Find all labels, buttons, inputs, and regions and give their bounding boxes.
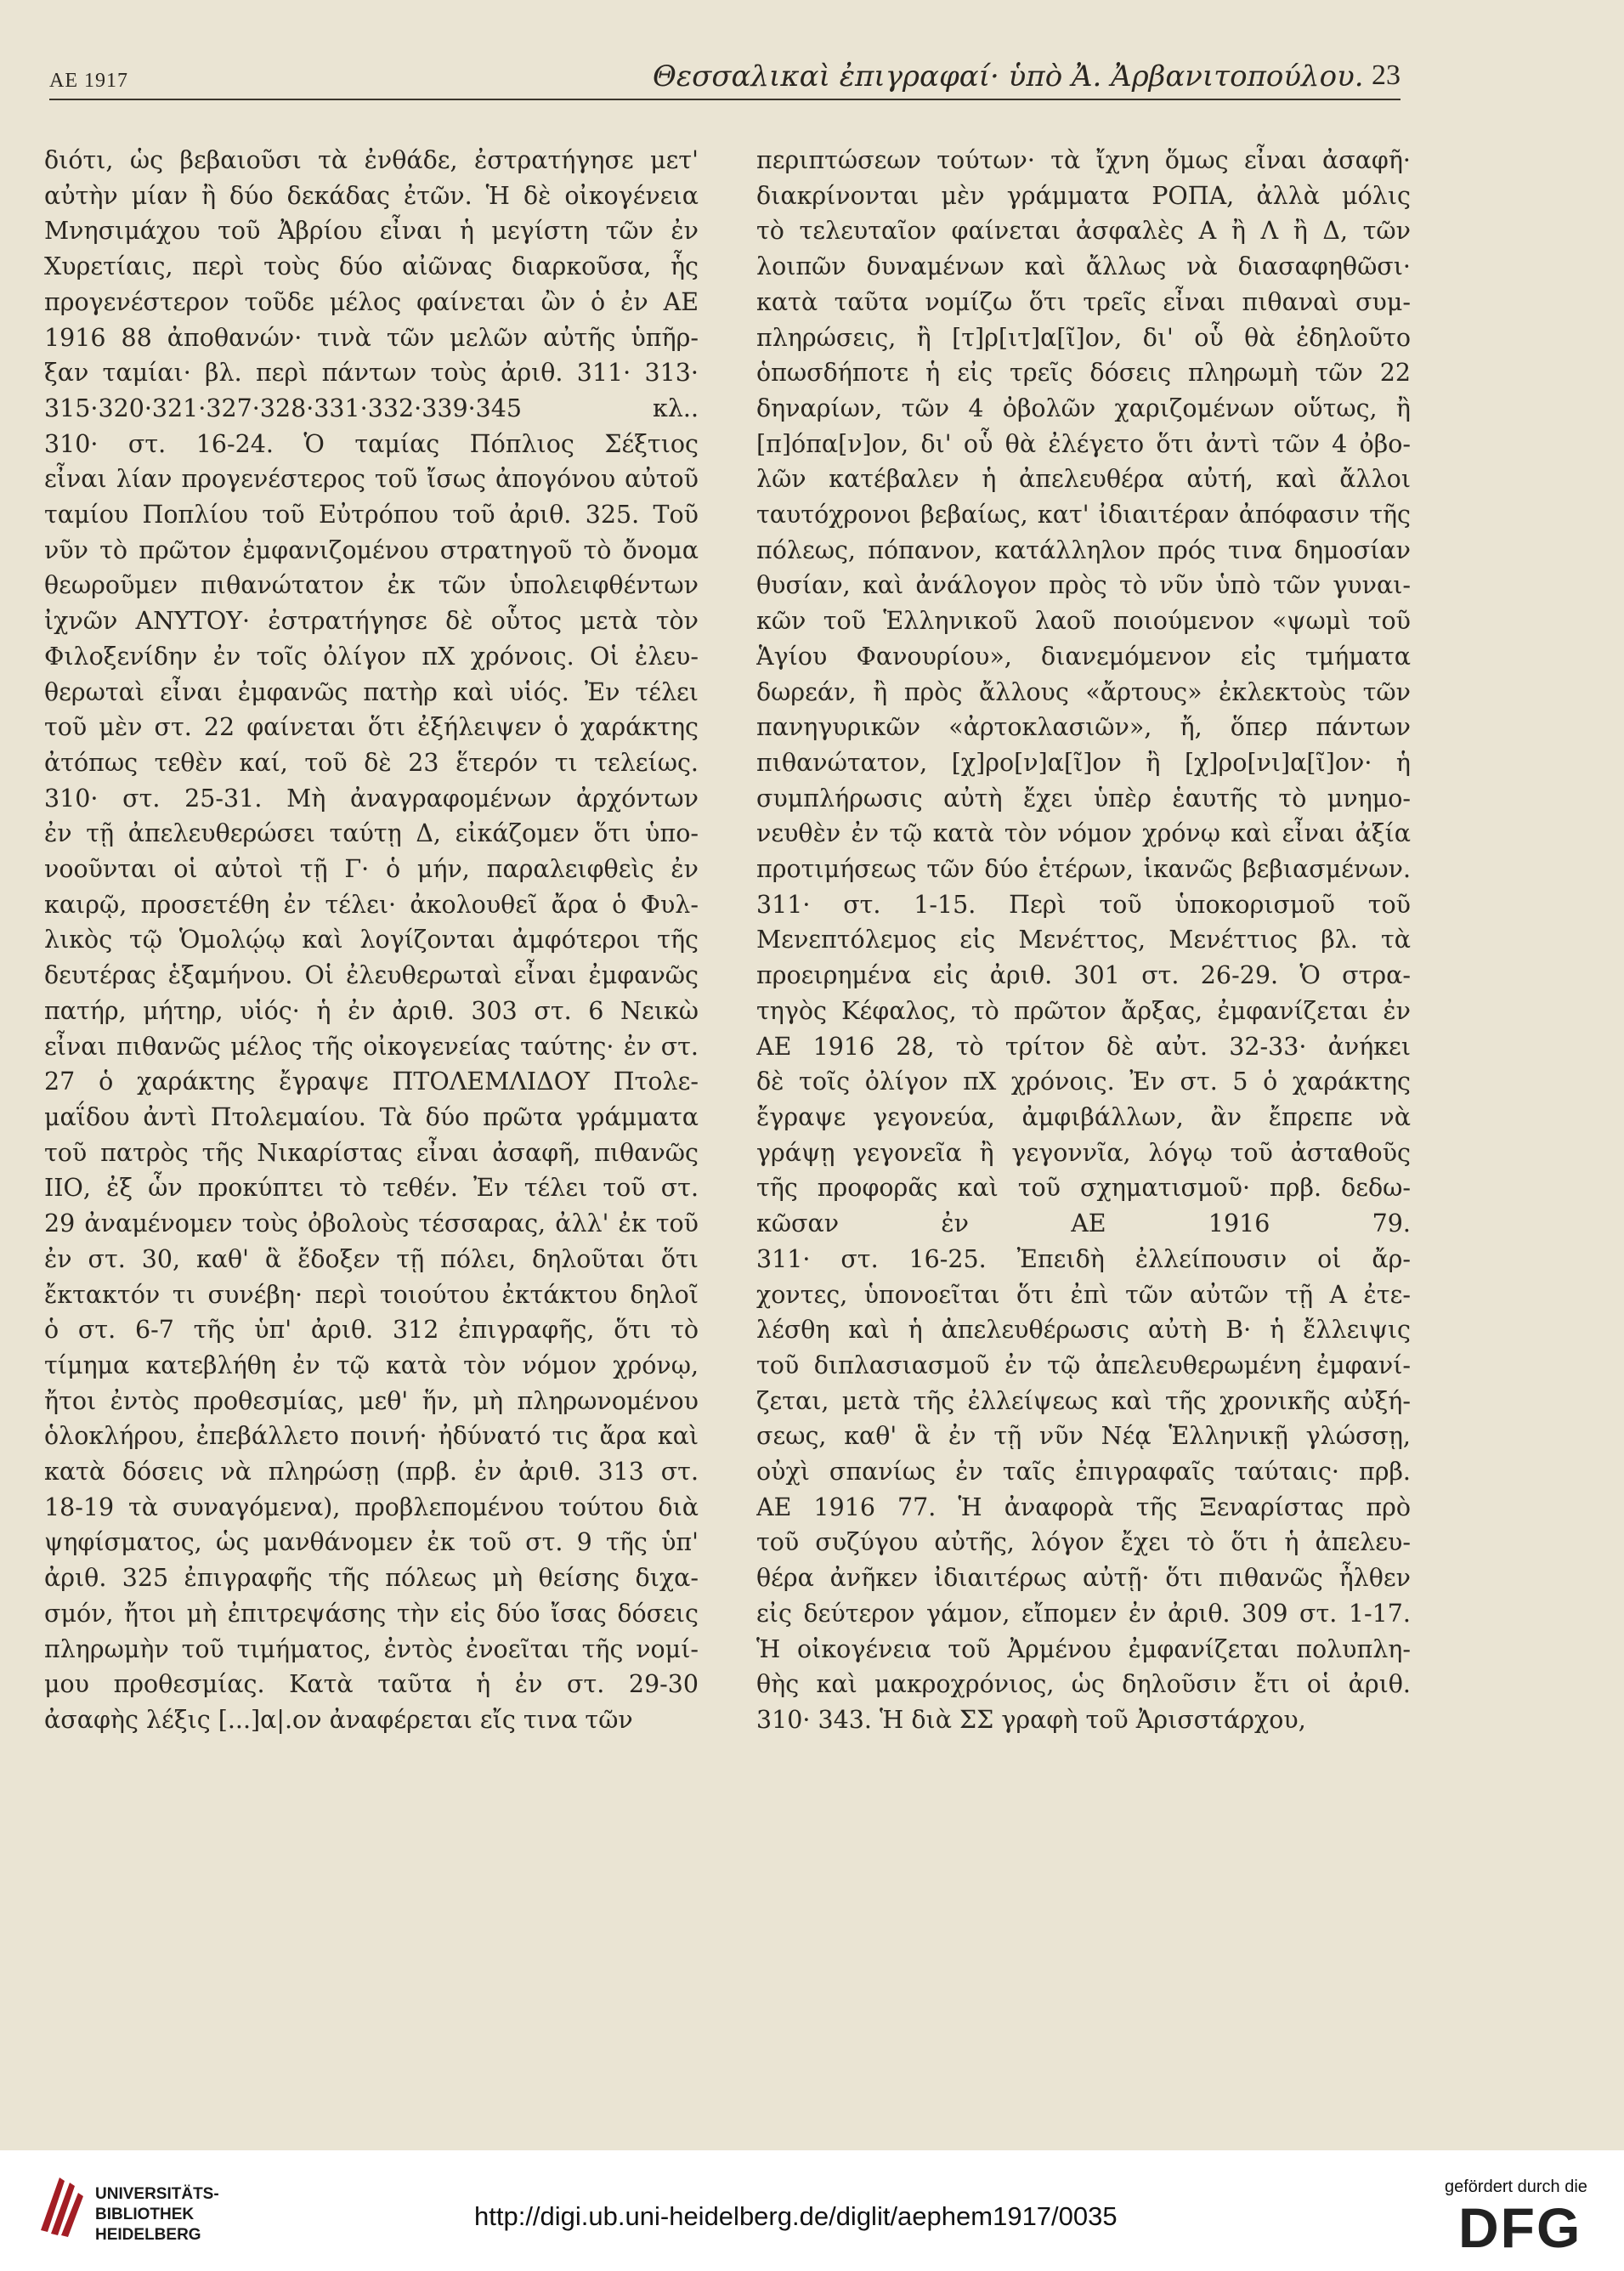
text-line: δηναρίων, τῶν 4 ὀβολῶν χαριζομένων οὕτως, ἢ bbox=[756, 394, 1411, 422]
text-line: ὁπωσδήποτε ἡ εἰς τρεῖς δόσεις πληρωμὴ τῶν 22 bbox=[756, 359, 1411, 388]
text-line: διακρίνονται μὲν γράμματα ΡΟΠΑ, ἀλλὰ μόλις bbox=[756, 181, 1411, 210]
header-rule bbox=[49, 99, 1400, 100]
text-line: δευτέρας ἑξαμήνου. Οἱ ἐλευθερωταὶ εἶναι ἐμφανῶς bbox=[44, 961, 699, 990]
dfg-logo-text: DFG bbox=[1458, 2201, 1582, 2252]
text-line: λικὸς τῷ Ὁμολῴῳ καὶ λογίζονται ἀμφότεροι τῆς bbox=[44, 926, 699, 954]
text-line: νοοῦνται οἱ αὐτοὶ τῇ Γ· ὁ μήν, παραλειφθεὶς ἐν bbox=[44, 855, 699, 884]
text-line: ἰχνῶν ΑΝΥΤΟΥ· ἐστρατήγησε δὲ οὗτος μετὰ τὸν bbox=[44, 607, 699, 636]
university-library-logo-icon bbox=[34, 2171, 87, 2239]
text-line: πιθανώτατον, [χ]ρο[ν]α[ῖ]ον ἢ [χ]ρο[νι]α[ῖ]ον· ἡ bbox=[756, 748, 1411, 777]
text-line: προτιμήσεως τῶν δύο ἑτέρων, ἱκανῶς βεβιασμένων. bbox=[756, 855, 1411, 884]
text-line: Φιλοξενίδην ἐν τοῖς ὀλίγον πΧ χρόνοις. Οἱ ἐλευ- bbox=[44, 642, 699, 671]
text-line: λοιπῶν δυναμένων καὶ ἄλλως νὰ διασαφηθῶσι· bbox=[756, 252, 1411, 281]
text-line: νευθὲν ἐν τῷ κατὰ τὸν νόμον χρόνῳ καὶ εἶναι ἀξία bbox=[756, 819, 1411, 848]
text-line: κατὰ ταῦτα νομίζω ὅτι τρεῖς εἶναι πιθαναὶ συμ- bbox=[756, 287, 1411, 316]
text-line: ταμίου Ποπλίου τοῦ Εὐτρόπου τοῦ ἀριθ. 325. Τοῦ bbox=[44, 501, 699, 530]
text-line: Ἡ οἰκογένεια τοῦ Ἀρμένου ἐμφανίζεται πολυπλη- bbox=[756, 1634, 1411, 1663]
text-line: θεωροῦμεν πιθανώτατον ἐκ τῶν ὑπολειφθέντων bbox=[44, 571, 699, 600]
text-line: διότι, ὡς βεβαιοῦσι τὰ ἐνθάδε, ἐστρατήγησε μετ' bbox=[44, 146, 699, 174]
text-line: ἀτόπως τεθὲν καί, τοῦ δὲ 23 ἕτερόν τι τελείως. bbox=[44, 748, 699, 777]
text-line: [π]όπα[ν]ον, δι' οὗ θὰ ἐλέγετο ὅτι ἀντὶ τῶν 4 ὀβο- bbox=[756, 429, 1411, 458]
text-line: 310· στ. 25-31. Μὴ ἀναγραφομένων ἀρχόντων bbox=[44, 784, 699, 813]
text-line: τηγὸς Κέφαλος, τὸ πρῶτον ἄρξας, ἐμφανίζεται ἐν bbox=[756, 996, 1411, 1025]
text-line: ξαν ταμίαι· βλ. περὶ πάντων τοὺς ἀριθ. 311· 313· bbox=[44, 359, 699, 388]
text-line: κῶν τοῦ Ἑλληνικοῦ λαοῦ ποιούμενον «ψωμὶ τοῦ bbox=[756, 607, 1411, 636]
text-line: αὐτὴν μίαν ἢ δύο δεκάδας ἐτῶν. Ἡ δὲ οἰκογένεια bbox=[44, 181, 699, 210]
right-text-column bbox=[756, 143, 1411, 1738]
text-line: ἔγραψε γεγονεύα, ἀμφιβάλλων, ἂν ἔπρεπε νὰ bbox=[756, 1102, 1411, 1131]
text-line: πανηγυρικῶν «ἀρτοκλασιῶν», ἤ, ὅπερ πάντων bbox=[756, 713, 1411, 742]
text-line: ψηφίσματος, ὡς μανθάνομεν ἐκ τοῦ στ. 9 τῆς ὑπ' bbox=[44, 1528, 699, 1557]
text-line: 1916 88 ἀποθανών· τινὰ τῶν μελῶν αὐτῆς ὑπῆρ- bbox=[44, 323, 699, 352]
text-line: κατὰ δόσεις νὰ πληρώσῃ (πρβ. ἐν ἀριθ. 313 στ. bbox=[44, 1458, 699, 1487]
text-line: θερωταὶ εἶναι ἐμφανῶς πατὴρ καὶ υἱός. Ἐν τέλει bbox=[44, 677, 699, 706]
text-line: οὐχὶ σπανίως ἐν ταῖς ἐπιγραφαῖς ταύταις· πρβ. bbox=[756, 1458, 1411, 1487]
text-line: ἀσαφὴς λέξις [...]α|.ον ἀναφέρεται εἴς τινα τῶν bbox=[44, 1705, 633, 1734]
text-line: θυσίαν, καὶ ἀνάλογον πρὸς τὸ νῦν ὑπὸ τῶν γυναι- bbox=[756, 571, 1411, 600]
text-line: 311· στ. 16-25. Ἐπειδὴ ἐλλείπουσιν οἱ ἄρ- bbox=[756, 1244, 1411, 1273]
text-line: Μενεπτόλεμος εἰς Μενέττος, Μενέττιος βλ. τὰ bbox=[756, 926, 1411, 954]
text-line: χοντες, ὑπονοεῖται ὅτι ἐπὶ τῶν αὐτῶν τῇ Α ἐτε- bbox=[756, 1280, 1411, 1309]
text-line: λέσθη καὶ ἡ ἀπελευθέρωσις αὐτὴ Β· ἡ ἔλλειψις bbox=[756, 1316, 1411, 1345]
text-line: σεως, καθ' ἃ ἐν τῇ νῦν Νέᾳ Ἑλληνικῇ γλώσσῃ, bbox=[756, 1422, 1411, 1451]
text-line: Μνησιμάχου τοῦ Ἀβρίου εἶναι ἡ μεγίστη τῶν ἐν bbox=[44, 217, 699, 246]
text-line: ἀριθ. 325 ἐπιγραφῆς τῆς πόλεως μὴ θείσης διχα- bbox=[44, 1564, 699, 1593]
page-number: 23 bbox=[1372, 59, 1400, 91]
text-line: 311· στ. 1-15. Περὶ τοῦ ὑποκορισμοῦ τοῦ bbox=[756, 890, 1411, 919]
text-line: ἐν τῇ ἀπελευθερώσει ταύτῃ Δ, εἰκάζομεν ὅτι ὑπο- bbox=[44, 819, 699, 848]
text-line: προγενέστερον τοῦδε μέλος φαίνεται ὢν ὁ ἐν ΑΕ bbox=[44, 287, 699, 316]
text-line: πληρωμὴν τοῦ τιμήματος, ἐντὸς ἐνοεῖται τῆς νομί- bbox=[44, 1634, 699, 1663]
text-line: τίμημα κατεβλήθη ἐν τῷ κατὰ τὸν νόμον χρόνῳ, bbox=[44, 1351, 699, 1379]
text-line: τὸ τελευταῖον φαίνεται ἀσφαλὲς Α ἢ Λ ἢ Δ, τῶν bbox=[756, 217, 1411, 246]
text-line: γράψῃ γεγονεῖα ἢ γεγοννῖα, λόγῳ τοῦ ἀσταθοῦς bbox=[756, 1138, 1411, 1167]
library-name-line: UNIVERSITÄTS- bbox=[95, 2185, 219, 2203]
text-line: ὁ στ. 6-7 τῆς ὑπ' ἀριθ. 312 ἐπιγραφῆς, ὅτι τὸ bbox=[44, 1316, 699, 1345]
text-line: 18-19 τὰ συναγόμενα), προβλεπομένου τούτου διὰ bbox=[44, 1492, 699, 1521]
text-line: Χυρετίαις, περὶ τοὺς δύο αἰῶνας διαρκοῦσα, ἧς bbox=[44, 252, 699, 281]
text-line: ἤτοι ἐντὸς προθεσμίας, μεθ' ἥν, μὴ πληρωνομένου bbox=[44, 1386, 699, 1415]
text-line: πόλεως, πόπανον, κατάλληλον πρός τινα δημοσίαν bbox=[756, 535, 1411, 564]
library-name-line: BIBLIOTHEK bbox=[95, 2206, 195, 2223]
text-line: προειρημένα εἰς ἀριθ. 301 στ. 26-29. Ὁ στρα- bbox=[756, 961, 1411, 990]
text-line: θέρα ἀνῆκεν ἰδιαιτέρως αὐτῇ· ὅτι πιθανῶς ἦλθεν bbox=[756, 1564, 1411, 1593]
text-line: εἶναι πιθανῶς μέλος τῆς οἰκογενείας ταύτης· ἐν στ. bbox=[44, 1032, 699, 1061]
text-line: πατήρ, μήτηρ, υἱός· ἡ ἐν ἀριθ. 303 στ. 6 Νεικὼ bbox=[44, 996, 699, 1025]
library-name bbox=[95, 2184, 219, 2246]
text-line: συμπλήρωσις αὐτὴ ἔχει ὑπὲρ ἑαυτῆς τὸ μνημο- bbox=[756, 784, 1411, 813]
text-line: τοῦ μὲν στ. 22 φαίνεται ὅτι ἐξήλειψεν ὁ χαράκτης bbox=[44, 713, 699, 742]
text-line: κῶσαν ἐν ΑΕ 1916 79. bbox=[756, 1209, 1411, 1238]
text-line: σμόν, ἤτοι μὴ ἐπιτρεψάσης τὴν εἰς δύο ἴσας δόσεις bbox=[44, 1599, 699, 1628]
text-line: δὲ τοῖς ὀλίγον πΧ χρόνοις. Ἐν στ. 5 ὁ χαράκτης bbox=[756, 1068, 1411, 1096]
running-header bbox=[49, 58, 1400, 109]
text-line: ὁλοκλήρου, ἐπεβάλλετο ποινή· ἠδύνατό τις ἄρα καὶ bbox=[44, 1422, 699, 1451]
text-line: 29 ἀναμένομεν τοὺς ὀβολοὺς τέσσαρας, ἀλλ' ἐκ τοῦ bbox=[44, 1209, 699, 1238]
text-line: ΙΙΟ, ἐξ ὧν προκύπτει τὸ τεθέν. Ἐν τέλει τοῦ στ. bbox=[44, 1174, 699, 1203]
left-text-column bbox=[44, 143, 699, 1738]
text-line: 310· στ. 16-24. Ὁ ταμίας Πόπλιος Σέξτιος bbox=[44, 429, 699, 458]
text-line: καιρῷ, προσετέθη ἐν τέλει· ἀκολουθεῖ ἄρα ὁ Φυλ- bbox=[44, 890, 699, 919]
text-line: ΑΕ 1916 28, τὸ τρίτον δὲ αὐτ. 32-33· ἀνήκει bbox=[756, 1032, 1411, 1061]
library-name-line: HEIDELBERG bbox=[95, 2226, 201, 2244]
text-line: Ἁγίου Φανουρίου», διανεμόμενον εἰς τμήματα bbox=[756, 642, 1411, 671]
text-line: ταυτόχρονοι βεβαίως, κατ' ἰδιαιτέραν ἀπόφασιν τῆς bbox=[756, 501, 1411, 530]
funding-caption: gefördert durch die bbox=[1445, 2178, 1587, 2196]
text-line: εἰς δεύτερον γάμον, εἴπομεν ἐν ἀριθ. 309 στ. 1-17. bbox=[756, 1599, 1411, 1628]
text-line: τοῦ πατρὸς τῆς Νικαρίστας εἶναι ἀσαφῆ, πιθανῶς bbox=[44, 1138, 699, 1167]
footer-bar bbox=[0, 2150, 1624, 2271]
text-line: μου προθεσμίας. Κατὰ ταῦτα ἡ ἐν στ. 29-30 bbox=[44, 1670, 699, 1699]
text-line: 315·320·321·327·328·331·332·339·345 κλ.. bbox=[44, 394, 699, 422]
text-line: 310· 343. Ἡ διὰ ΣΣ γραφὴ τοῦ Ἀρισστάρχου, bbox=[756, 1705, 1306, 1734]
text-line: θὴς καὶ μακροχρόνιος, ὡς δηλοῦσιν ἔτι οἱ ἀριθ. bbox=[756, 1670, 1411, 1699]
text-line: δωρεάν, ἢ πρὸς ἄλλους «ἄρτους» ἐκλεκτοὺς τῶν bbox=[756, 677, 1411, 706]
text-line: τῆς προφορᾶς καὶ τοῦ σχηματισμοῦ· πρβ. δεδω- bbox=[756, 1174, 1411, 1203]
text-line: τοῦ συζύγου αὐτῆς, λόγον ἔχει τὸ ὅτι ἡ ἀπελευ- bbox=[756, 1528, 1411, 1557]
permalink-url[interactable]: http://digi.ub.uni-heidelberg.de/diglit/aephem1917/0035 bbox=[474, 2201, 1118, 2231]
text-line: περιπτώσεων τούτων· τὰ ἴχνη ὅμως εἶναι ἀσαφῆ· bbox=[756, 146, 1411, 174]
dfg-logo-icon bbox=[1458, 2201, 1603, 2252]
text-line: μαΐδου ἀντὶ Πτολεμαίου. Τὰ δύο πρῶτα γράμματα bbox=[44, 1102, 699, 1131]
text-line: λῶν κατέβαλεν ἡ ἀπελευθέρα αὐτή, καὶ ἄλλοι bbox=[756, 465, 1411, 494]
text-line: νῦν τὸ πρῶτον ἐμφανιζομένου στρατηγοῦ τὸ ὄνομα bbox=[44, 535, 699, 564]
text-line: ζεται, μετὰ τῆς ἐλλείψεως καὶ τῆς χρονικῆς αὐξή- bbox=[756, 1386, 1411, 1415]
text-line: ἐν στ. 30, καθ' ἃ ἔδοξεν τῇ πόλει, δηλοῦται ὅτι bbox=[44, 1244, 699, 1273]
text-line: εἶναι λίαν προγενέστερος τοῦ ἴσως ἀπογόνου αὐτοῦ bbox=[44, 465, 699, 494]
journal-label: AE 1917 bbox=[49, 70, 128, 92]
article-title: Θεσσαλικαὶ ἐπιγραφαί· ὑπὸ Ἀ. Ἀρβανιτοπούλου. bbox=[653, 59, 1364, 93]
text-line: τοῦ διπλασιασμοῦ ἐν τῷ ἀπελευθερωμένη ἐμφανί- bbox=[756, 1351, 1411, 1379]
text-line: ἔκτακτόν τι συνέβη· περὶ τοιούτου ἐκτάκτου δηλοῖ bbox=[44, 1280, 699, 1309]
text-line: 27 ὁ χαράκτης ἔγραψε ΠΤΟΛΕΜΛΙΔΟΥ Πτολε- bbox=[44, 1068, 699, 1096]
text-line: ΑΕ 1916 77. Ἡ ἀναφορὰ τῆς Ξεναρίστας πρὸ bbox=[756, 1492, 1411, 1521]
text-line: πληρώσεις, ἢ [τ]ρ[ιτ]α[ῖ]ον, δι' οὗ θὰ ἐδηλοῦτο bbox=[756, 323, 1411, 352]
